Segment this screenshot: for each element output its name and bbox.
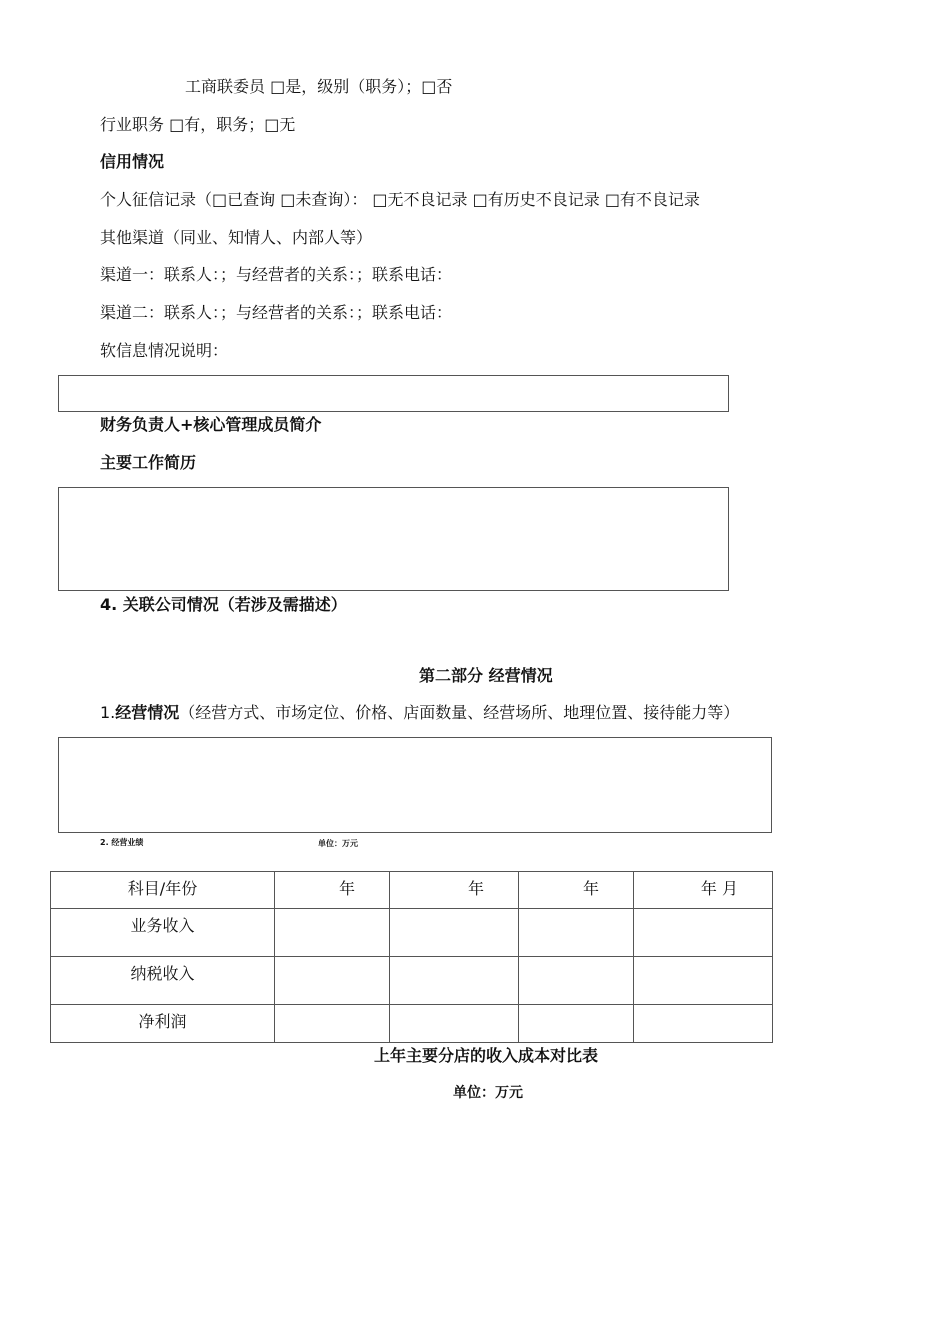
performance-label: 2. 经营业绩 <box>100 838 144 847</box>
operations-description: （经营方式、市场定位、价格、店面数量、经营场所、地理位置、接待能力等） <box>179 703 740 722</box>
row-label-business-income: 业务收入 <box>51 909 275 957</box>
header-year-1: 年 <box>275 872 390 909</box>
other-channels-line: 其他渠道（同业、知情人、内部人等） <box>100 228 373 247</box>
table-cell[interactable] <box>519 957 634 1005</box>
row-label-tax-income: 纳税收入 <box>51 957 275 1005</box>
unit-bottom-label: 单位：万元 <box>453 1085 523 1101</box>
table-cell[interactable] <box>390 957 519 1005</box>
header-year-month: 年 月 <box>634 872 773 909</box>
table-cell[interactable] <box>519 1005 634 1043</box>
operations-number: 1. <box>100 703 116 722</box>
table-cell[interactable] <box>390 1005 519 1043</box>
work-history-heading: 主要工作简历 <box>100 453 197 472</box>
branch-table-title: 上年主要分店的收入成本对比表 <box>374 1046 599 1065</box>
table-row <box>51 1005 773 1043</box>
operations-line <box>100 703 739 723</box>
table-cell[interactable] <box>390 909 519 957</box>
table-row <box>51 909 773 957</box>
related-company-heading: 4. 关联公司情况（若涉及需描述） <box>100 595 347 614</box>
operations-box[interactable] <box>58 737 772 833</box>
performance-table <box>50 871 773 1043</box>
header-year-3: 年 <box>519 872 634 909</box>
credit-record-line: 个人征信记录（□已查询 □未查询）： □无不良记录 □有历史不良记录 □有不良记录 <box>100 190 700 209</box>
table-cell[interactable] <box>275 909 390 957</box>
table-header-row <box>51 872 773 909</box>
table-cell[interactable] <box>275 957 390 1005</box>
row-label-net-profit: 净利润 <box>51 1005 275 1043</box>
table-cell[interactable] <box>275 1005 390 1043</box>
part-two-title: 第二部分 经营情况 <box>419 666 553 685</box>
table-cell[interactable] <box>634 957 773 1005</box>
table-cell[interactable] <box>519 909 634 957</box>
chamber-member-line: 工商联委员 □是，级别（职务）；□否 <box>185 77 453 96</box>
work-history-box[interactable] <box>58 487 729 591</box>
channel-one-line: 渠道一：联系人：；与经营者的关系：；联系电话： <box>100 265 453 284</box>
operations-heading: 经营情况 <box>115 703 180 722</box>
soft-info-label: 软信息情况说明： <box>100 341 229 360</box>
industry-position-line: 行业职务 □有，职务；□无 <box>100 115 296 134</box>
table-cell[interactable] <box>634 1005 773 1043</box>
header-year-2: 年 <box>390 872 519 909</box>
header-subject-year: 科目/年份 <box>51 872 275 909</box>
soft-info-box[interactable] <box>58 375 729 412</box>
unit-small-label: 单位：万元 <box>318 839 358 848</box>
credit-heading: 信用情况 <box>100 152 165 171</box>
finance-heading: 财务负责人+核心管理成员简介 <box>100 415 322 434</box>
channel-two-line: 渠道二：联系人：；与经营者的关系：；联系电话： <box>100 303 453 322</box>
table-row <box>51 957 773 1005</box>
table-cell[interactable] <box>634 909 773 957</box>
